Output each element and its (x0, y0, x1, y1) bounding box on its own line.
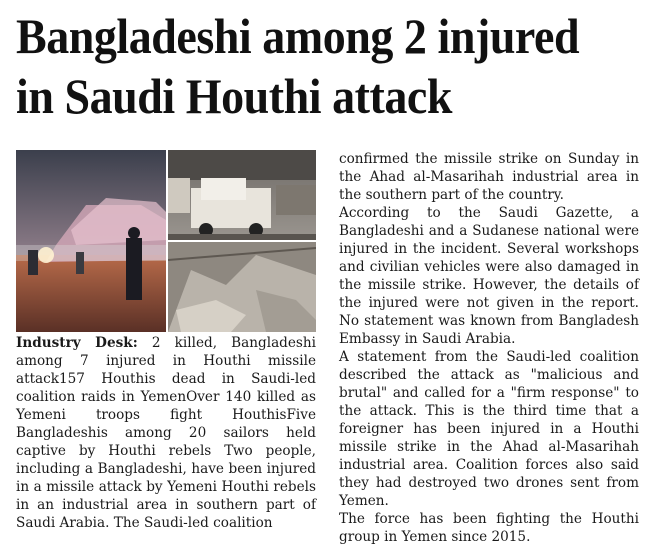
article-column-left (16, 334, 316, 532)
lead-paragraph-continued: confirmed the missile strike on Sunday in the Ahad al-Masarihah industrial area in the southern part of the country. (339, 151, 639, 203)
article-column-right (339, 150, 639, 546)
news-photo-collage (16, 150, 316, 332)
paragraph-saudi-gazette: According to the Saudi Gazette, a Bangladeshi and a Sudanese national were injured in the incident. Several workshops and civilian vehicles were also damaged in the missile strike. However, the details of the injured were not given in the report. No statement was known from Bangladesh Embassy in Saudi Arabia. (339, 205, 639, 347)
paragraph-coalition-statement: A statement from the Saudi-led coalition described the attack as "malicious and brutal" and called for a "firm response" to the attack. This is the third time that a foreigner has been injured in a Houthi missile strike in the Ahad al-Masarihah industrial area. Coalition forces also said they had destroyed two drones sent from Yemen. (339, 349, 639, 509)
paragraph-houthi-fighting: The force has been fighting the Houthi group in Yemen since 2015. (339, 511, 639, 545)
headline: Bangladeshi among 2 injured in Saudi Houthi attack (16, 8, 580, 124)
byline: Industry Desk: (16, 335, 138, 351)
lead-paragraph: 2 killed, Bangladeshi among 7 injured in Houthi missile attack157 Houthis dead in Saudi-led coalition raids in YemenOver 140 killed as Yemeni troops fight HouthisFive Bangladeshis among 20 sailors held captive by Houthi rebels Two people, including a Bangladeshi, have been injured in a missile attack by Yemeni Houthi rebels in an industrial area in southern part of Saudi Arabia. The Saudi-led coalition (16, 335, 316, 531)
